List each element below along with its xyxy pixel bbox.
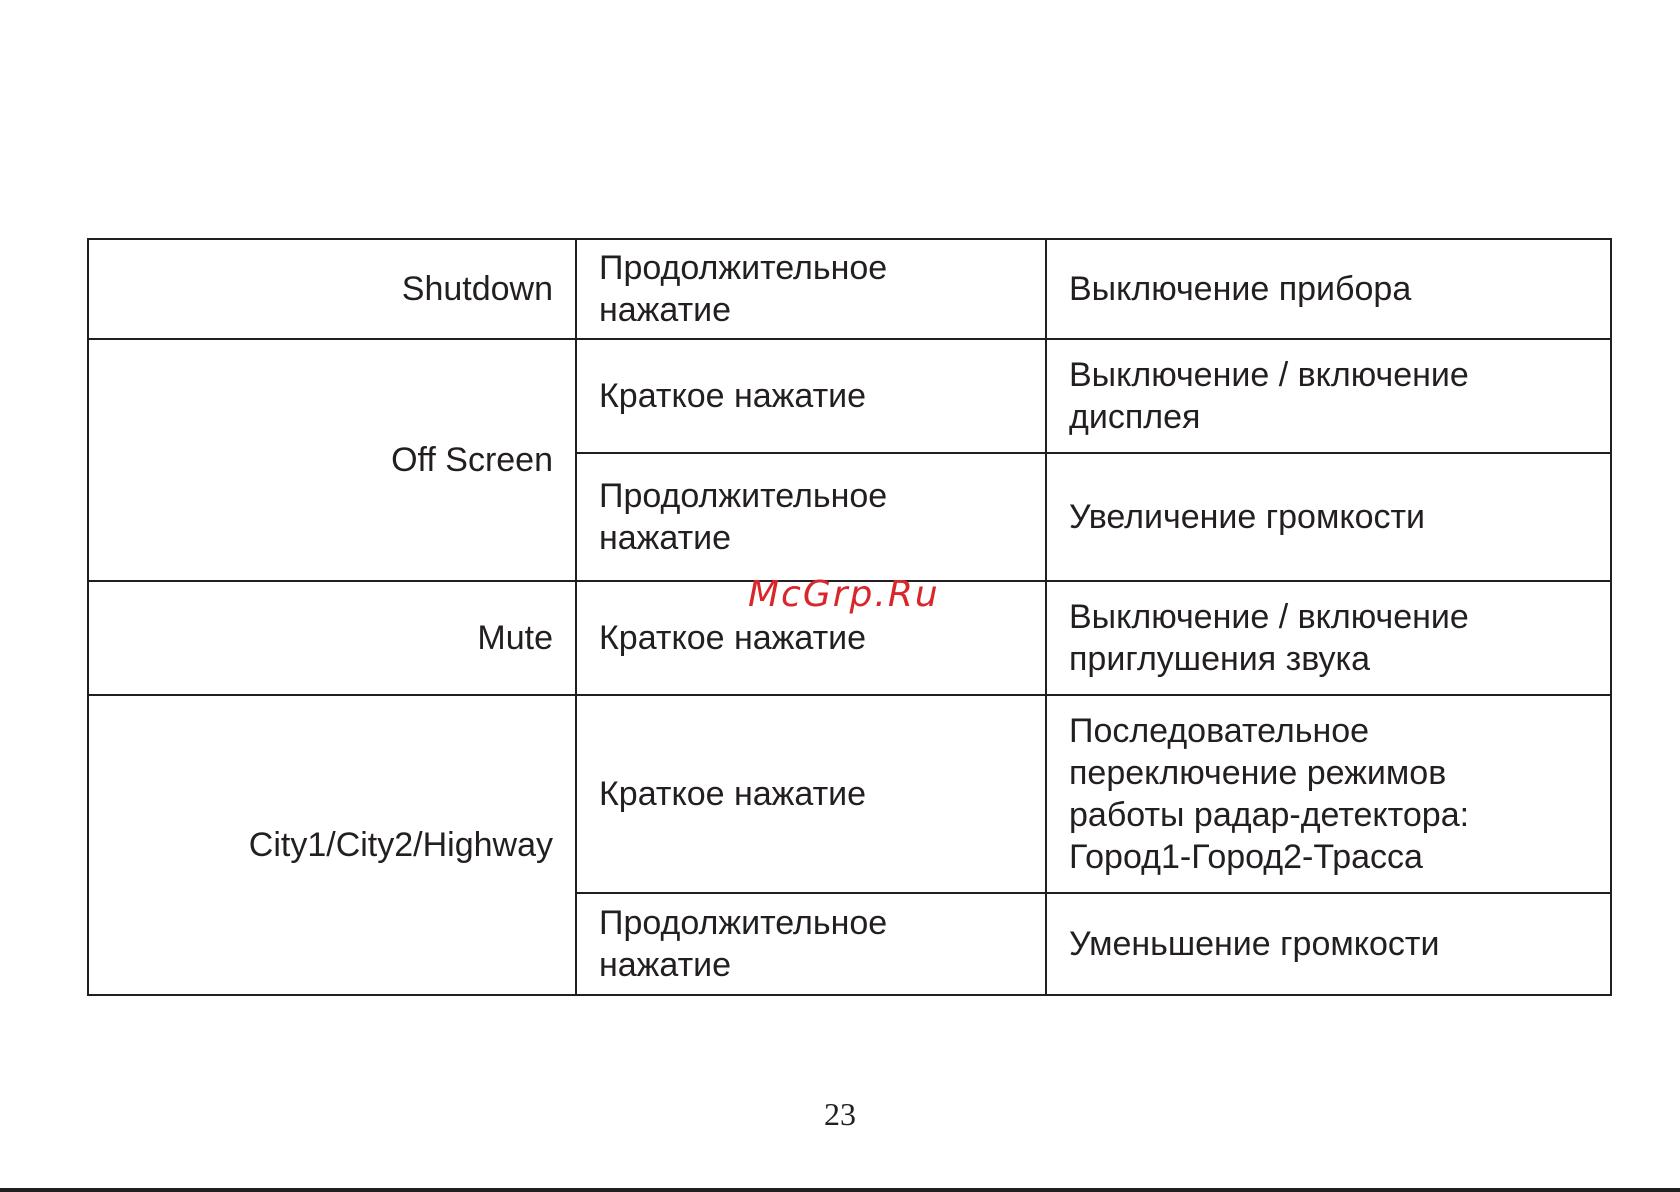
action-cell: Выключение / включение приглушения звука xyxy=(1046,581,1611,695)
action-cell: Выключение прибора xyxy=(1046,239,1611,339)
action-cell: Уменьшение громкости xyxy=(1046,893,1611,995)
press-type-cell: Продолжительное нажатие xyxy=(576,453,1046,581)
mode-cell: City1/City2/Highway xyxy=(88,695,576,995)
table-row xyxy=(88,239,1611,339)
press-type-cell: Краткое нажатие xyxy=(576,581,1046,695)
press-type-cell: Краткое нажатие xyxy=(576,339,1046,453)
press-type-cell: Продолжительное нажатие xyxy=(576,239,1046,339)
action-cell: Выключение / включение дисплея xyxy=(1046,339,1611,453)
mode-cell: Shutdown xyxy=(88,239,576,339)
table-row xyxy=(88,339,1611,453)
action-cell: Последовательное переключение режимов работы радар-детектора: Город1-Город2-Трасса xyxy=(1046,695,1611,893)
bottom-divider xyxy=(0,1188,1680,1192)
button-functions-table xyxy=(87,238,1612,996)
mode-cell: Off Screen xyxy=(88,339,576,581)
page-number: 23 xyxy=(824,1096,856,1132)
watermark: McGrp.Ru xyxy=(748,574,940,615)
press-type-cell: Продолжительное нажатие xyxy=(576,893,1046,995)
action-cell: Увеличение громкости xyxy=(1046,453,1611,581)
table-row xyxy=(88,695,1611,893)
mode-cell: Mute xyxy=(88,581,576,695)
press-type-cell: Краткое нажатие xyxy=(576,695,1046,893)
